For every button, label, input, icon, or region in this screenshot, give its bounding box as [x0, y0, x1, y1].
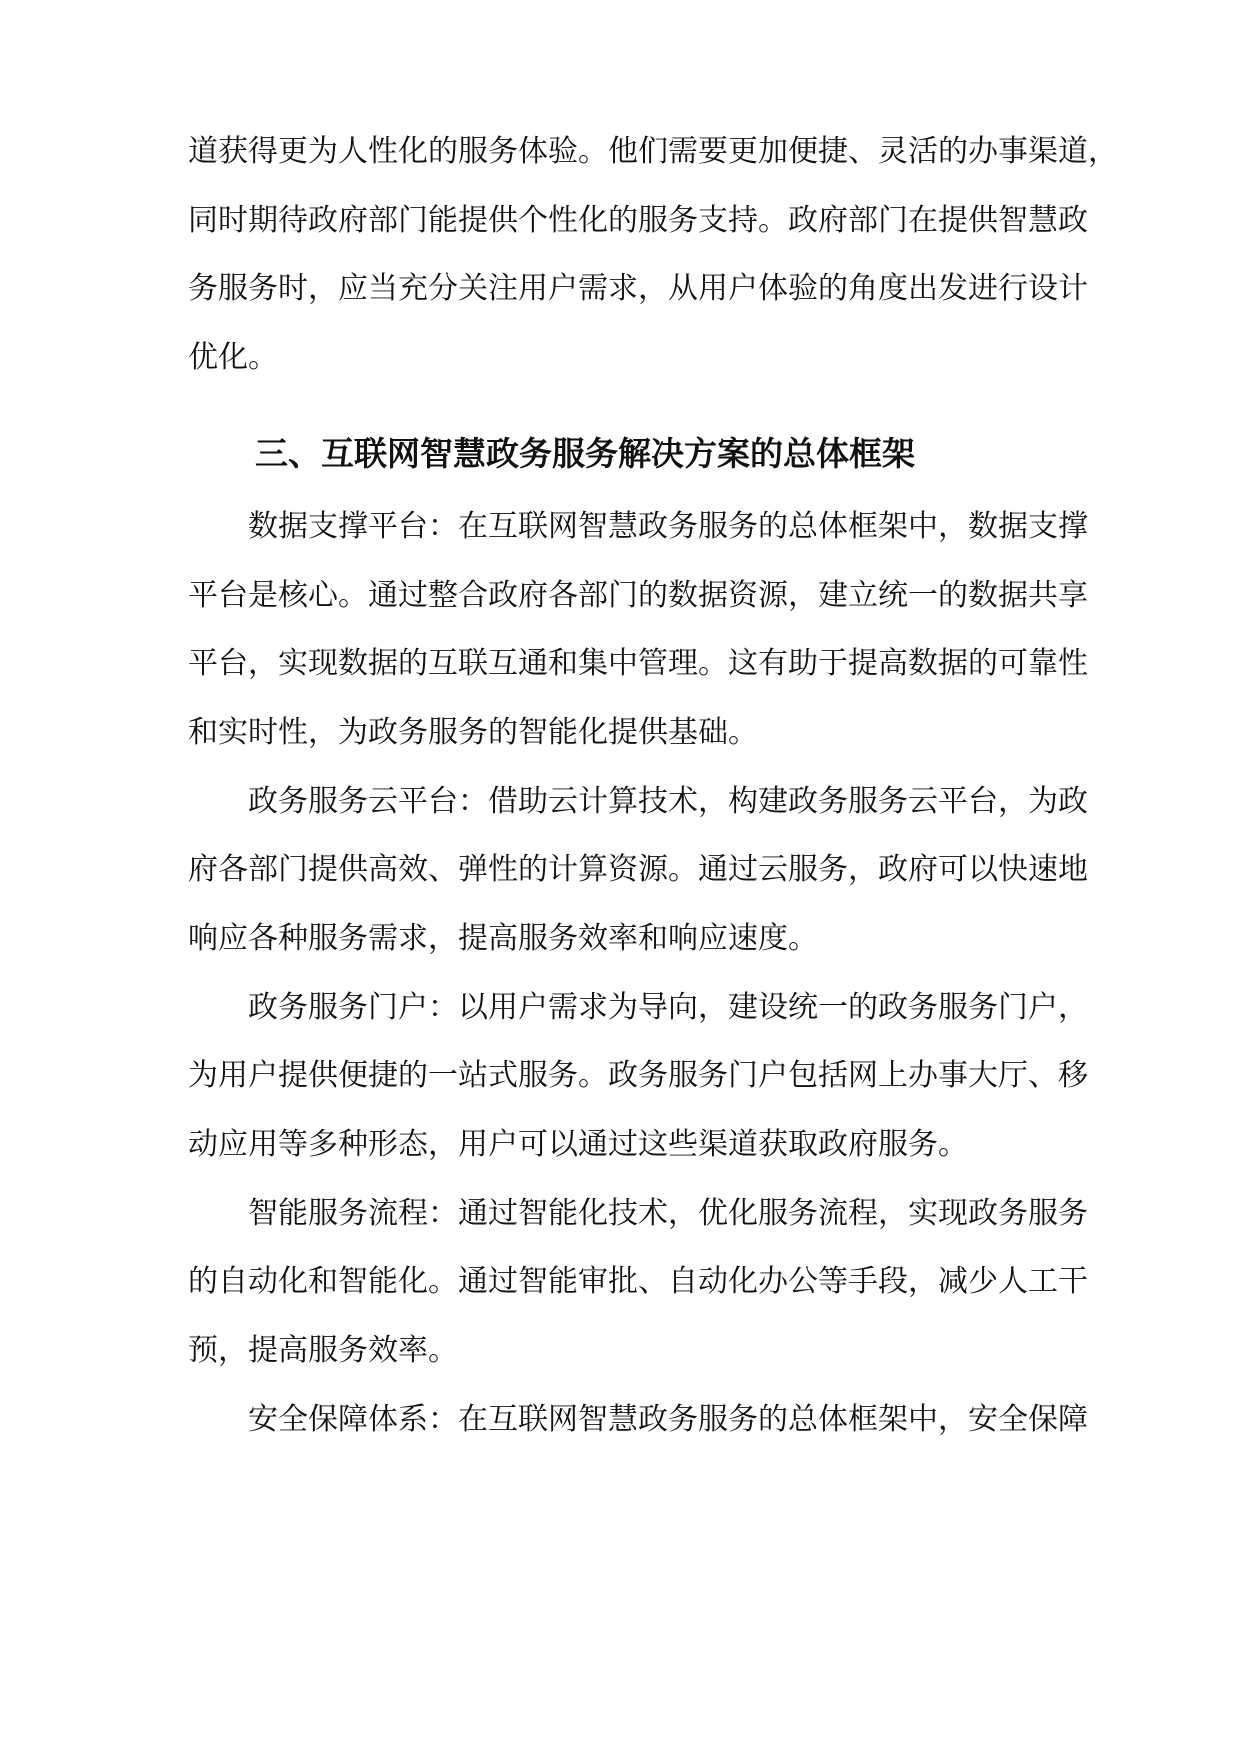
paragraph-line: 优化。: [188, 340, 278, 375]
paragraph-line: 预，提高服务效率。: [188, 1333, 458, 1368]
paragraph-line: 道获得更为人性化的服务体验。他们需要更加便捷、灵活的办事渠道，: [188, 134, 1118, 169]
paragraph-line: 政务服务门户：以用户需求为导向，建设统一的政务服务门户，: [248, 990, 1088, 1025]
paragraph-line: 和实时性，为政务服务的智能化提供基础。: [188, 715, 758, 750]
section-heading: 三、互联网智慧政务服务解决方案的总体框架: [255, 434, 915, 473]
paragraph-line: 智能服务流程：通过智能化技术，优化服务流程，实现政务服务: [248, 1196, 1088, 1231]
paragraph-line: 数据支撑平台：在互联网智慧政务服务的总体框架中，数据支撑: [248, 509, 1088, 544]
paragraph-line: 平台是核心。通过整合政府各部门的数据资源，建立统一的数据共享: [188, 578, 1088, 613]
paragraph-line: 为用户提供便捷的一站式服务。政务服务门户包括网上办事大厅、移: [188, 1058, 1088, 1093]
paragraph-line: 的自动化和智能化。通过智能审批、自动化办公等手段，减少人工干: [188, 1264, 1088, 1299]
paragraph-line: 动应用等多种形态，用户可以通过这些渠道获取政府服务。: [188, 1127, 968, 1162]
paragraph-line: 务服务时，应当充分关注用户需求，从用户体验的角度出发进行设计: [188, 271, 1088, 306]
paragraph-line: 同时期待政府部门能提供个性化的服务支持。政府部门在提供智慧政: [188, 203, 1088, 238]
paragraph-line: 响应各种服务需求，提高服务效率和响应速度。: [188, 921, 818, 956]
paragraph-line: 平台，实现数据的互联互通和集中管理。这有助于提高数据的可靠性: [188, 646, 1088, 681]
paragraph-line: 安全保障体系：在互联网智慧政务服务的总体框架中，安全保障: [248, 1402, 1088, 1437]
paragraph-line: 政务服务云平台：借助云计算技术，构建政务服务云平台，为政: [248, 784, 1088, 819]
paragraph-line: 府各部门提供高效、弹性的计算资源。通过云服务，政府可以快速地: [188, 852, 1088, 887]
